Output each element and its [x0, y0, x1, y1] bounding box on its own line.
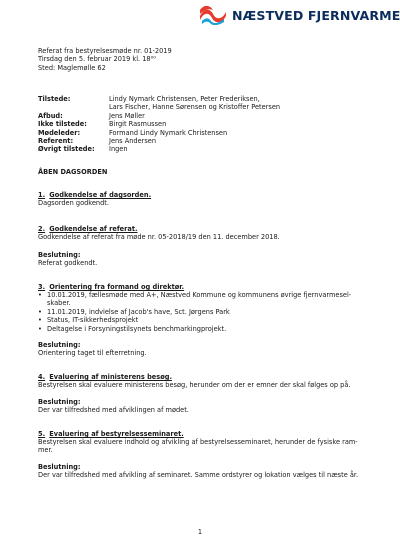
section-2-title: Godkendelse af referat.: [49, 225, 138, 233]
flame-logo-icon: [198, 5, 228, 25]
section-3-decision-label: Beslutning:: [38, 341, 81, 349]
section-1-number: 1.: [38, 191, 46, 199]
section-5-title: Evaluering af bestyrelsesseminaret.: [49, 430, 184, 438]
meta-line-place: Sted: Maglemølle 62: [38, 63, 106, 72]
chair-label: Mødeleder:: [38, 128, 81, 137]
absent-label: Afbud:: [38, 111, 63, 120]
present-value: Lindy Nymark Christensen, Peter Frederiksen,: [109, 95, 260, 103]
others-label: Øvrigt tilstede:: [38, 145, 95, 154]
agenda-heading: ÅBEN DAGSORDEN: [38, 168, 108, 176]
list-item: • 10.01.2019, fællesmøde med A+, Næstved Kommune og kommunens øvrige fjernvarmesel- skaber.: [38, 291, 351, 308]
list-item: • Deltagelse i Forsyningstilsynets benchmarkingprojekt.: [38, 325, 351, 333]
page-number: 1: [197, 528, 203, 536]
list-item: • 11.01.2019, indvielse af Jacob's have, Sct. Jørgens Park: [38, 308, 351, 316]
attendance-row-not-present: [38, 120, 280, 128]
section-2-decision-text: Referat godkendt.: [38, 259, 98, 267]
section-3-title: Orientering fra formand og direktør.: [49, 283, 185, 291]
section-5-decision-label: Beslutning:: [38, 463, 81, 471]
section-2-decision-label: Beslutning:: [38, 251, 81, 259]
absent-value: Jens Møller: [109, 111, 145, 120]
section-3-bullet-list: [38, 291, 351, 333]
minutes-taker-value: Jens Andersen: [109, 137, 157, 146]
section-3-decision-text: Orientering taget til efterretning.: [38, 349, 147, 357]
section-5-number: 5.: [38, 430, 46, 438]
section-3-number: 3.: [38, 283, 46, 291]
list-item: • Status, IT-sikkerhedsprojekt: [38, 316, 351, 324]
others-value: Ingen: [109, 145, 128, 154]
meta-line-date: Tirsdag den 5. februar 2019 kl. 18⁰⁰: [38, 55, 156, 64]
section-5-body: Bestyrelsen skal evaluere indhold og afvikling af bestyrelsesseminaret, herunder de fysiske ram-: [38, 438, 358, 446]
not-present-label: Ikke tilstede:: [38, 120, 87, 129]
section-4-decision-text: Der var tilfredshed med afviklingen af mødet.: [38, 406, 189, 414]
attendance-row-chair: [38, 129, 280, 137]
section-2-body: Godkendelse af referat fra møde nr. 05-2018/19 den 11. december 2018.: [38, 233, 280, 241]
section-4-title: Evaluering af ministerens besøg.: [49, 373, 172, 381]
logo-wordmark: NÆSTVED FJERNVARME: [232, 7, 400, 23]
minutes-taker-label: Referent:: [38, 137, 74, 146]
section-2-number: 2.: [38, 225, 46, 233]
attendance-row-minutes: [38, 137, 280, 145]
not-present-value: Birgit Rasmussen: [109, 120, 167, 129]
section-5-body-cont: mer.: [38, 446, 53, 454]
section-4-decision-label: Beslutning:: [38, 398, 81, 406]
meeting-meta: [38, 47, 172, 72]
chair-value: Formand Lindy Nymark Christensen: [109, 128, 228, 137]
section-5-decision-text: Der var tilfredshed med afvikling af seminaret. Samme ordstyrer og lokation vælges til næste år.: [38, 471, 359, 479]
section-4-body: Bestyrelsen skal evaluere ministerens besøg, herunder om der er emner der skal følges op på.: [38, 381, 351, 389]
section-1-body: Dagsorden godkendt.: [38, 199, 109, 207]
attendance-row-present: [38, 95, 280, 103]
attendance-row-present-cont: [38, 103, 280, 111]
attendance-row-others: [38, 145, 280, 153]
present-value-cont: Lars Fischer, Hanne Sørensen og Kristoffer Petersen: [109, 103, 281, 112]
present-label: Tilstede:: [38, 95, 71, 103]
meta-line-title: Referat fra bestyrelsesmøde nr. 01-2019: [38, 47, 172, 55]
attendance-row-absent: [38, 112, 280, 120]
company-logo: [198, 4, 400, 26]
section-4-number: 4.: [38, 373, 46, 381]
section-1-title: Godkendelse af dagsorden.: [49, 191, 152, 199]
attendance-block: [38, 95, 280, 154]
